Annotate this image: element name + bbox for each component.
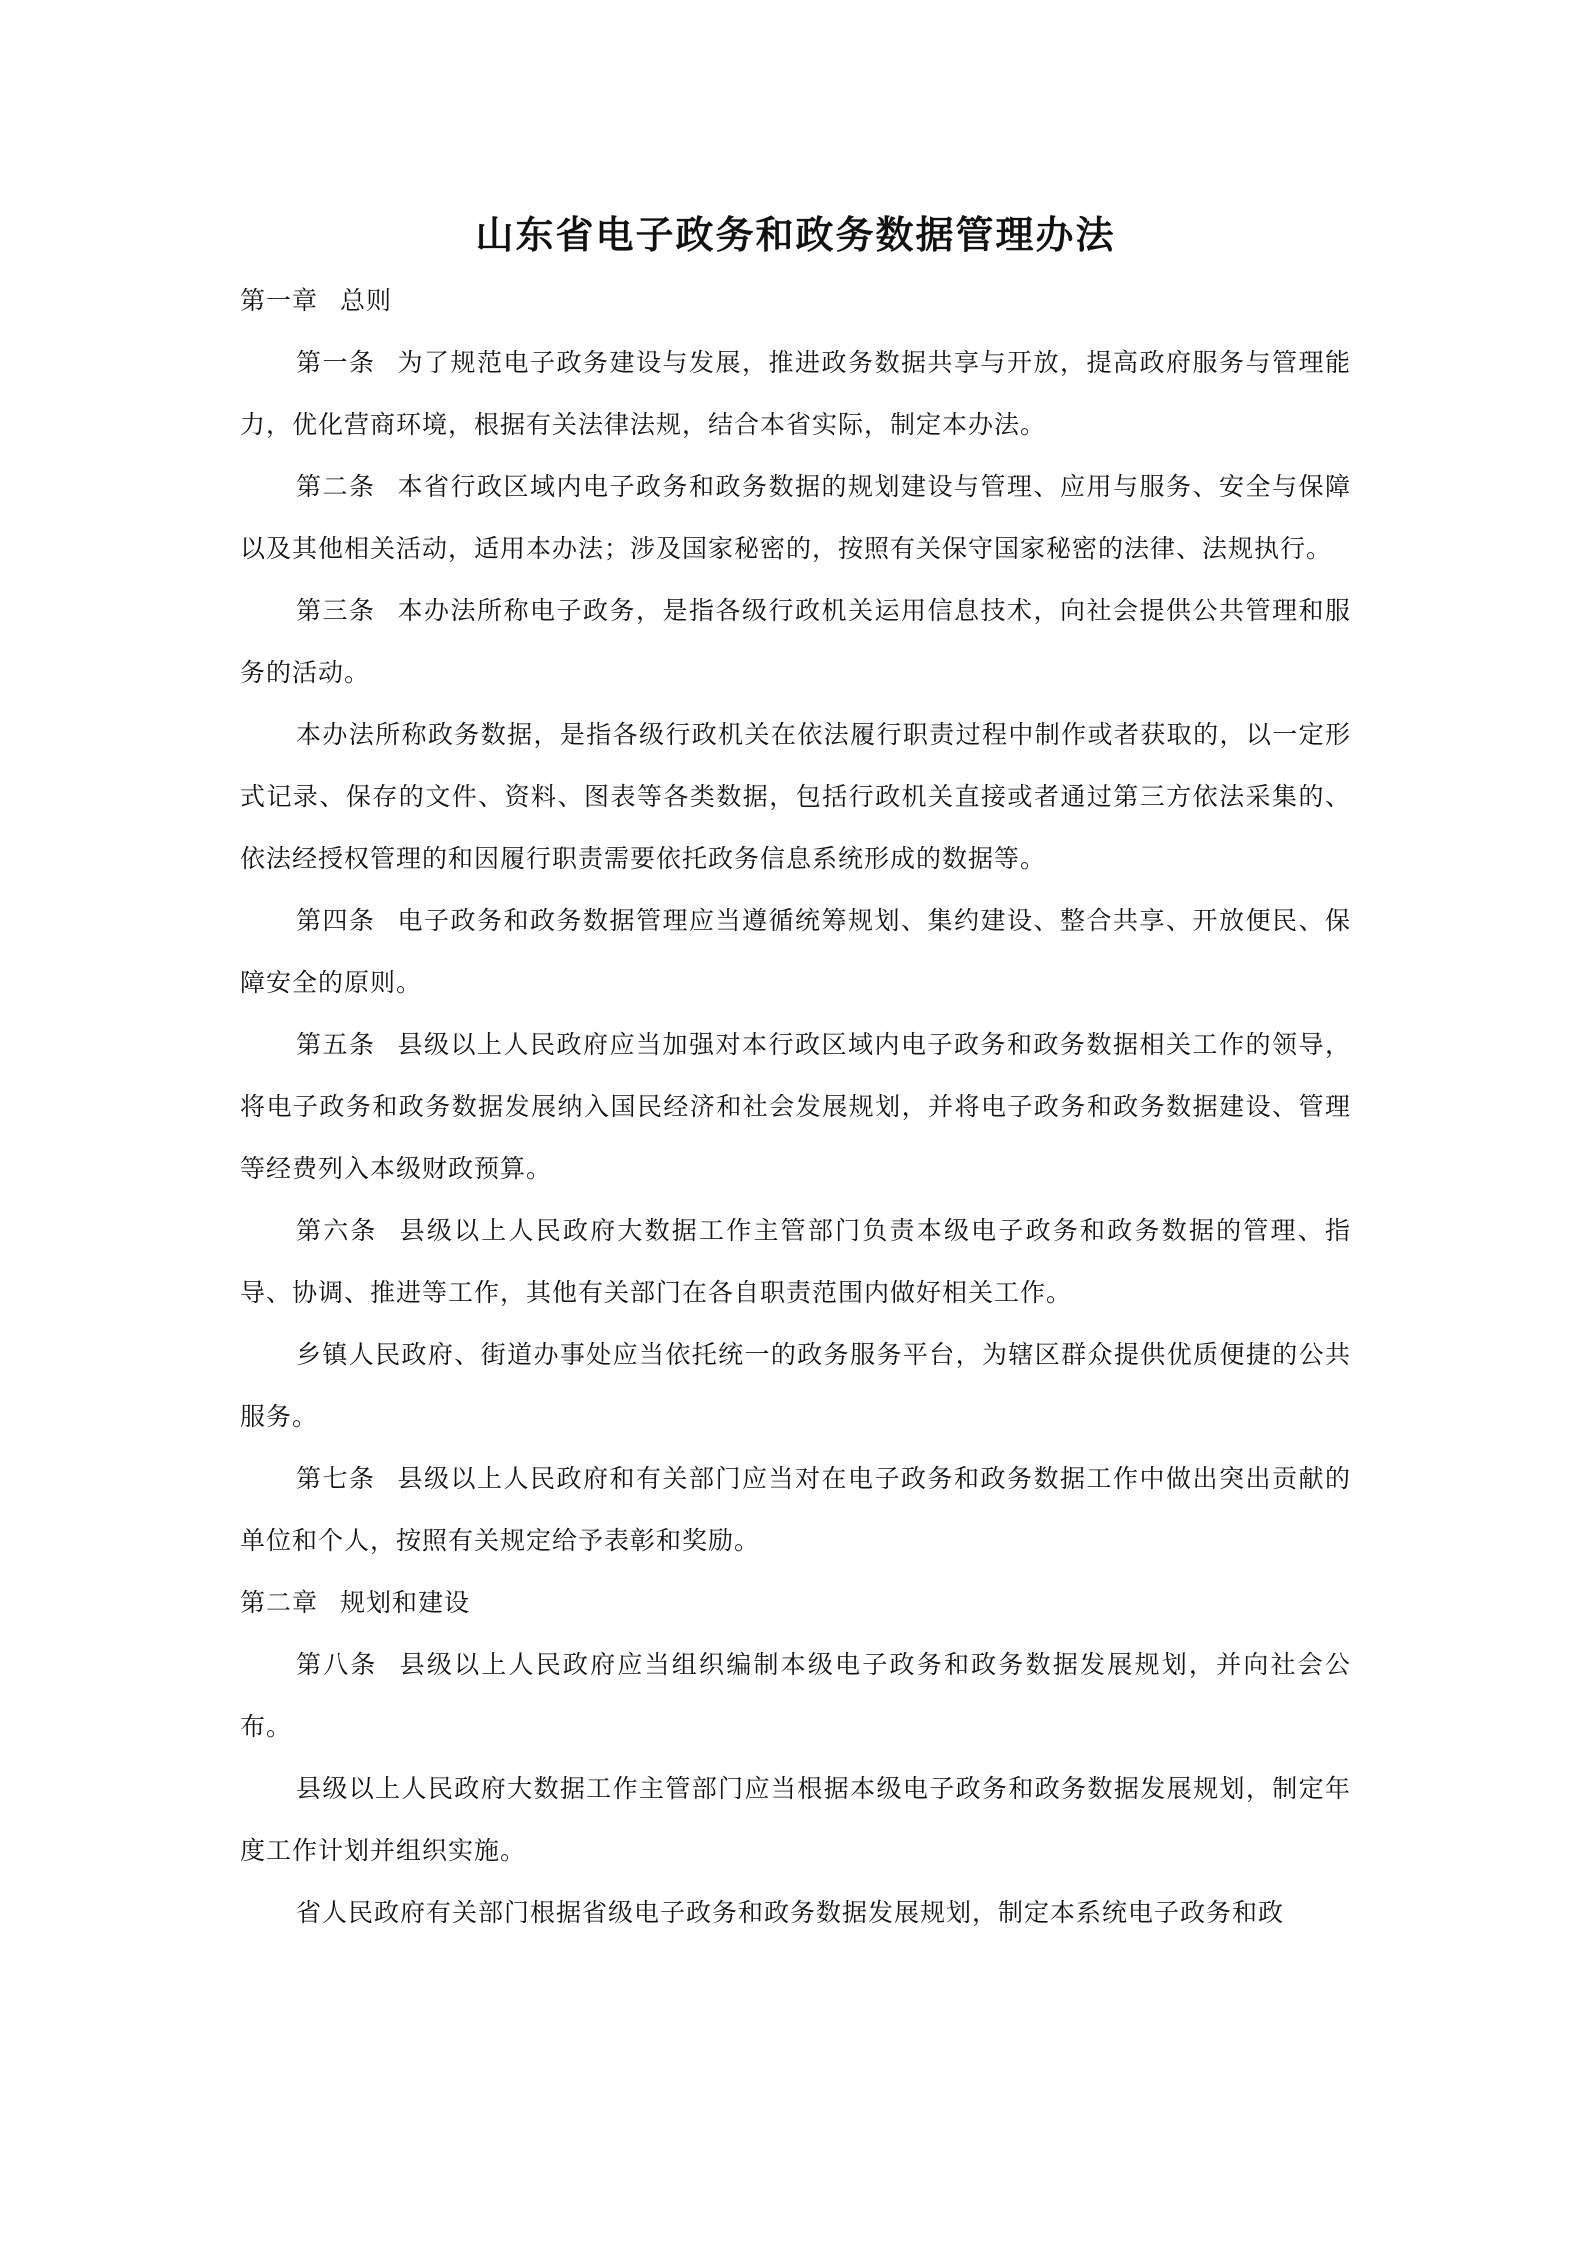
article-label: 第四条 bbox=[296, 906, 376, 935]
article-label: 第七条 bbox=[296, 1464, 376, 1493]
body-paragraph bbox=[240, 1758, 1351, 1882]
article-text: 县级以上人民政府和有关部门应当对在电子政务和政务数据工作中做出突出贡献的单位和个人，按照有关规定给予表彰和奖励。 bbox=[240, 1464, 1351, 1555]
article-paragraph bbox=[240, 332, 1351, 456]
article-label: 第二条 bbox=[296, 472, 376, 501]
article-label: 第一条 bbox=[296, 348, 376, 377]
article-paragraph bbox=[240, 1634, 1351, 1758]
article-paragraph bbox=[240, 1014, 1351, 1200]
article-text: 县级以上人民政府大数据工作主管部门负责本级电子政务和政务数据的管理、指导、协调、推进等工作，其他有关部门在各自职责范围内做好相关工作。 bbox=[240, 1216, 1351, 1307]
body-paragraph bbox=[240, 1324, 1351, 1448]
article-label: 第三条 bbox=[296, 596, 376, 625]
paragraph-text: 省人民政府有关部门根据省级电子政务和政务数据发展规划，制定本系统电子政务和政 bbox=[296, 1898, 1285, 1927]
article-text: 电子政务和政务数据管理应当遵循统筹规划、集约建设、整合共享、开放便民、保障安全的原则。 bbox=[240, 906, 1351, 997]
article-paragraph bbox=[240, 456, 1351, 580]
article-text: 本省行政区域内电子政务和政务数据的规划建设与管理、应用与服务、安全与保障以及其他相关活动，适用本办法；涉及国家秘密的，按照有关保守国家秘密的法律、法规执行。 bbox=[240, 472, 1351, 563]
chapter-label: 第二章 bbox=[240, 1588, 319, 1617]
chapter-title: 总则 bbox=[340, 286, 393, 315]
body-paragraph bbox=[240, 704, 1351, 890]
document-title: 山东省电子政务和政务数据管理办法 bbox=[475, 212, 1116, 257]
article-label: 第八条 bbox=[296, 1650, 378, 1679]
chapter-heading bbox=[240, 1572, 1351, 1634]
article-paragraph bbox=[240, 580, 1351, 704]
body-paragraph bbox=[240, 1882, 1351, 1944]
article-paragraph bbox=[240, 1200, 1351, 1324]
chapter-heading bbox=[240, 270, 1351, 332]
article-text: 县级以上人民政府应当加强对本行政区域内电子政务和政务数据相关工作的领导，将电子政务和政务数据发展纳入国民经济和社会发展规划，并将电子政务和政务数据建设、管理等经费列入本级财政预算。 bbox=[240, 1030, 1351, 1183]
article-text: 本办法所称电子政务，是指各级行政机关运用信息技术，向社会提供公共管理和服务的活动。 bbox=[240, 596, 1351, 687]
chapter-title: 规划和建设 bbox=[340, 1588, 471, 1617]
paragraph-text: 县级以上人民政府大数据工作主管部门应当根据本级电子政务和政务数据发展规划，制定年度工作计划并组织实施。 bbox=[240, 1774, 1351, 1865]
document-body bbox=[240, 200, 1351, 1944]
article-label: 第五条 bbox=[296, 1030, 376, 1059]
paragraph-text: 本办法所称政务数据，是指各级行政机关在依法履行职责过程中制作或者获取的，以一定形式记录、保存的文件、资料、图表等各类数据，包括行政机关直接或者通过第三方依法采集的、依法经授权管理的和因履行职责需要依托政务信息系统形成的数据等。 bbox=[240, 720, 1351, 873]
article-label: 第六条 bbox=[296, 1216, 378, 1245]
article-paragraph bbox=[240, 890, 1351, 1014]
article-text: 为了规范电子政务建设与发展，推进政务数据共享与开放，提高政府服务与管理能力，优化营商环境，根据有关法律法规，结合本省实际，制定本办法。 bbox=[240, 348, 1351, 439]
article-text: 县级以上人民政府应当组织编制本级电子政务和政务数据发展规划，并向社会公布。 bbox=[240, 1650, 1351, 1741]
article-paragraph bbox=[240, 1448, 1351, 1572]
chapter-label: 第一章 bbox=[240, 286, 319, 315]
paragraph-text: 乡镇人民政府、街道办事处应当依托统一的政务服务平台，为辖区群众提供优质便捷的公共服务。 bbox=[240, 1340, 1351, 1431]
